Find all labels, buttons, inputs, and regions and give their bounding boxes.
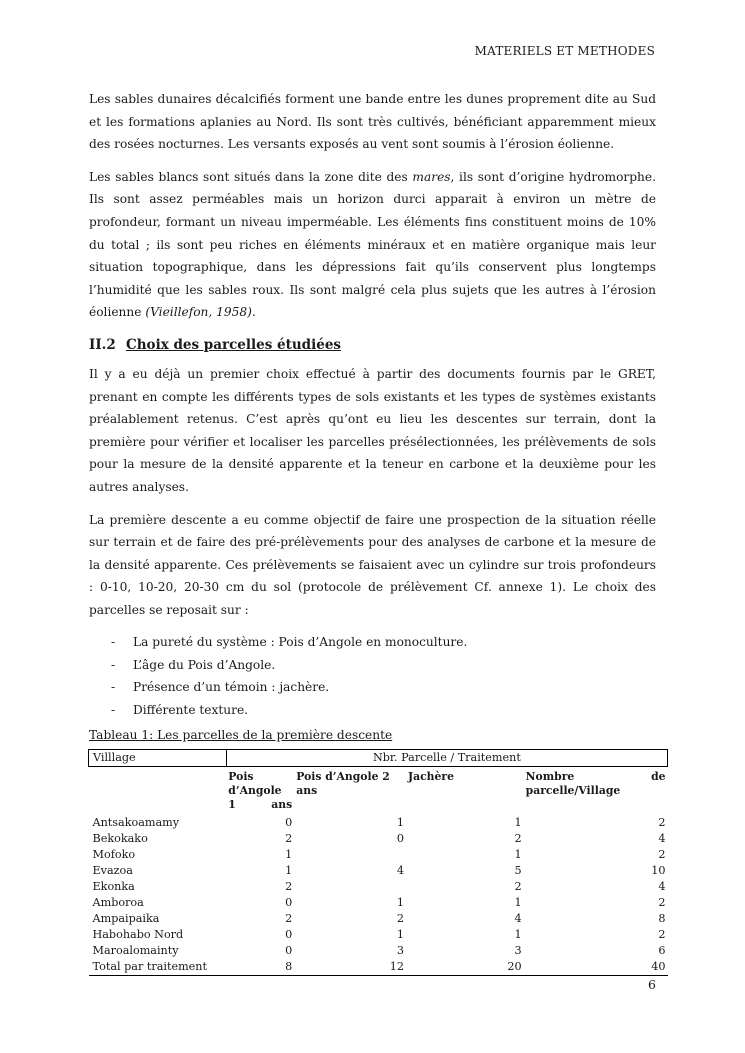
pois-2-ans-cell: 1 xyxy=(396,896,404,910)
paragraph-premiere-descente: La première descente a eu comme objectif de faire une prospection de la situation réelle sur terrain et de faire des pré-prélèvements pour des analyses de carbone et la mesure de la densité apparente. Ces prélèvements se faisaient avec un cylindre sur trois profondeurs : 0-10, 10-20, 20-30 cm du sol (protocole de prélèvement Cf. annexe 1). Le choix des parcelles se reposait sur : xyxy=(89,512,656,617)
nombre-cell: 2 xyxy=(658,896,666,910)
paragraph-text: , ils sont d’origine hydromorphe. Ils sont assez perméables mais un horizon durci apparait à environ un mètre de profondeur, formant un niveau imperméable. Les éléments fins constituent moins de 10% du total ; ils sont peu riches en éléments minéraux et en matière organique mais leur situation topographique, dans les dépressions fait qu’ils conservent plus longtemps l’humidité que les sables roux. Ils sont malgré cela plus sujets que les autres à l’érosion éolienne xyxy=(89,169,656,320)
jachere-cell: 5 xyxy=(514,864,522,878)
table-row xyxy=(89,895,668,911)
jachere-cell: 4 xyxy=(514,912,522,926)
pois-1-ans-cell: 1 xyxy=(285,848,293,862)
jachere-cell: 1 xyxy=(514,848,522,862)
jachere-cell: 2 xyxy=(514,880,522,894)
list-item-text: Différente texture. xyxy=(133,702,249,717)
parcelles-table xyxy=(88,749,668,976)
table-body xyxy=(89,815,668,976)
nombre-cell: 2 xyxy=(658,816,666,830)
nombre-cell: 2 xyxy=(658,848,666,862)
table-row xyxy=(89,815,668,831)
criteria-list xyxy=(89,631,656,721)
table-subheader-row xyxy=(89,767,668,816)
section-heading xyxy=(89,334,656,356)
empty-cell xyxy=(89,767,227,816)
pois-1-ans-cell: 2 xyxy=(285,832,293,846)
village-name-cell: Evazoa xyxy=(92,864,133,878)
nombre-cell: 2 xyxy=(658,928,666,942)
table-row xyxy=(89,847,668,863)
pois-2-ans-cell: 3 xyxy=(396,944,404,958)
bullet-dash: - xyxy=(111,635,116,650)
table-row xyxy=(89,943,668,959)
pois-2-ans-header: Pois d’Angole 2 ans xyxy=(296,770,390,798)
list-item-text: La pureté du système : Pois d’Angole en monoculture. xyxy=(133,635,468,650)
village-name-cell: Amboroa xyxy=(92,896,144,910)
table-row xyxy=(89,911,668,927)
village-column-header: Villlage xyxy=(89,750,227,767)
jachere-cell: 20 xyxy=(406,959,524,976)
table-header-row xyxy=(89,750,668,767)
section-title: Choix des parcelles étudiées xyxy=(126,336,342,353)
nombre-cell: 8 xyxy=(658,912,666,926)
table-row xyxy=(89,831,668,847)
pois-1-ans-cell: 2 xyxy=(285,880,293,894)
pois-2-ans-cell: 2 xyxy=(396,912,404,926)
paragraph-sables-dunaires: Les sables dunaires décalcifiés forment une bande entre les dunes proprement dite au Sud et les formations aplanies au Nord. Ils sont très cultivés, bénéficiant apparemment mieux des rosées nocturnes. Les versants exposés au vent sont soumis à l’érosion éolienne. xyxy=(89,92,656,152)
pois-1-ans-header: Pois d’Angole 1 ans xyxy=(228,770,293,812)
jachere-header: Jachère xyxy=(407,770,454,784)
group-column-header: Nbr. Parcelle / Traitement xyxy=(226,750,667,767)
running-header: MATERIELS ET METHODES xyxy=(474,44,655,58)
nombre-cell: 4 xyxy=(658,832,666,846)
pois-2-ans-cell: 1 xyxy=(396,816,404,830)
pois-1-ans-cell: 0 xyxy=(285,928,293,942)
list-item xyxy=(89,631,656,654)
nombre-parcelle-header: Nombre de parcelle/Village xyxy=(525,770,666,798)
bullet-dash: - xyxy=(111,680,116,695)
pois-1-ans-cell: 0 xyxy=(285,944,293,958)
citation: (Vieillefon, 1958). xyxy=(145,305,256,320)
village-name-cell: Ekonka xyxy=(92,880,135,894)
page-number: 6 xyxy=(648,977,656,992)
jachere-cell: 1 xyxy=(514,816,522,830)
village-name-cell: Habohabo Nord xyxy=(92,928,184,942)
table-caption: Tableau 1: Les parcelles de la première descente xyxy=(89,728,393,743)
nombre-cell: 4 xyxy=(658,880,666,894)
jachere-cell: 3 xyxy=(514,944,522,958)
list-item-text: Présence d’un témoin : jachère. xyxy=(133,680,330,695)
village-name-cell: Total par traitement xyxy=(89,959,227,976)
jachere-cell: 2 xyxy=(514,832,522,846)
section-number: II.2 xyxy=(89,336,116,353)
pois-2-ans-cell: 4 xyxy=(396,864,404,878)
table-row xyxy=(89,879,668,895)
pois-1-ans-cell: 8 xyxy=(226,959,294,976)
jachere-cell: 1 xyxy=(514,928,522,942)
table-row xyxy=(89,959,668,976)
pois-2-ans-cell: 12 xyxy=(294,959,406,976)
nombre-cell: 6 xyxy=(658,944,666,958)
village-name-cell: Ampaipaika xyxy=(92,912,160,926)
pois-1-ans-cell: 0 xyxy=(285,816,293,830)
table-row xyxy=(89,863,668,879)
pois-1-ans-cell: 0 xyxy=(285,896,293,910)
list-item xyxy=(89,699,656,722)
village-name-cell: Mofoko xyxy=(92,848,136,862)
paragraph-text: Les sables blancs sont situés dans la zone dite des xyxy=(89,169,413,184)
nombre-cell: 10 xyxy=(651,864,666,878)
list-item-text: L’âge du Pois d’Angole. xyxy=(133,657,276,672)
village-name-cell: Maroalomainty xyxy=(92,944,179,958)
list-item xyxy=(89,654,656,677)
pois-2-ans-cell xyxy=(294,847,406,863)
pois-2-ans-cell: 0 xyxy=(396,832,404,846)
pois-1-ans-cell: 2 xyxy=(285,912,293,926)
list-item xyxy=(89,676,656,699)
page-content xyxy=(89,88,666,976)
pois-2-ans-cell: 1 xyxy=(396,928,404,942)
paragraph-choix: Il y a eu déjà un premier choix effectué à partir des documents fournis par le GRET, prenant en compte les différents types de sols existants et les types de systèmes existants préalablement retenus. C’est après qu’ont eu lieu les descentes sur terrain, dont la première pour vérifier et localiser les parcelles présélectionnées, les prélèvements de sols pour la mesure de la densité apparente et la teneur en carbone et la deuxième pour les autres analyses. xyxy=(89,366,656,494)
pois-1-ans-cell: 1 xyxy=(285,864,293,878)
bullet-dash: - xyxy=(111,657,116,672)
italic-term: mares xyxy=(412,169,451,184)
village-name-cell: Antsakoamamy xyxy=(92,816,180,830)
village-name-cell: Bekokako xyxy=(92,832,148,846)
paragraph-sables-blancs xyxy=(89,166,656,324)
nombre-cell: 40 xyxy=(524,959,668,976)
bullet-dash: - xyxy=(111,702,116,717)
pois-2-ans-cell xyxy=(294,879,406,895)
jachere-cell: 1 xyxy=(514,896,522,910)
table-row xyxy=(89,927,668,943)
